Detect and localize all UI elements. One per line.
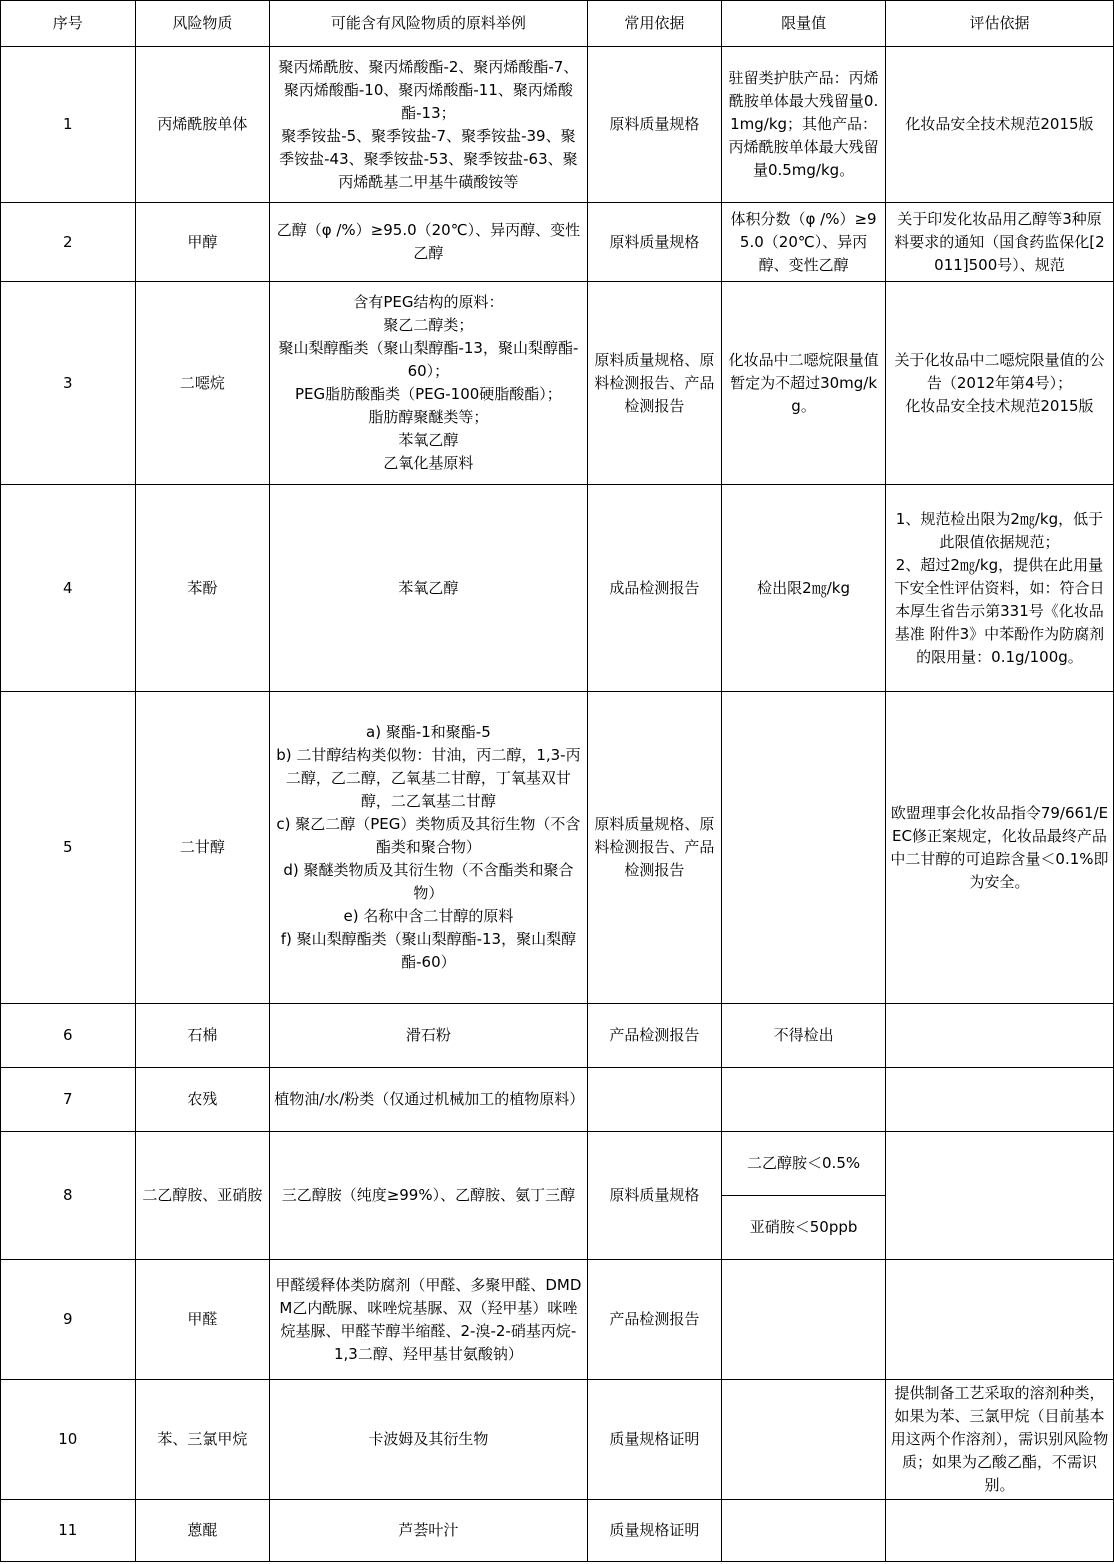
cell-materials: 芦荟叶汁 xyxy=(270,1500,587,1562)
cell-basis: 质量规格证明 xyxy=(587,1380,722,1500)
cell-substance: 苯、三氯甲烷 xyxy=(135,1380,270,1500)
cell-materials: 滑石粉 xyxy=(270,1004,587,1068)
table-row xyxy=(1,1004,1114,1068)
header-cell-no: 序号 xyxy=(1,1,136,47)
cell-materials: a) 聚酯-1和聚酯-5 b) 二甘醇结构类似物：甘油，丙二醇，1,3-丙二醇，乙二醇，乙氧基二甘醇，丁氧基双甘醇，二乙氧基二甘醇 c) 聚乙二醇（PEG）类物质及其衍生物（不含酯类和聚合物） d) 聚醚类物质及其衍生物（不含酯类和聚合物） e) 名称中含二甘醇的原料 f) 聚山梨醇酯类（聚山梨醇酯-13，聚山梨醇酯-60） xyxy=(270,692,587,1004)
cell-basis: 产品检测报告 xyxy=(587,1004,722,1068)
cell-substance: 二乙醇胺、亚硝胺 xyxy=(135,1132,270,1260)
cell-assessment xyxy=(885,1500,1113,1562)
header-cell-basis: 常用依据 xyxy=(587,1,722,47)
cell-limit-b: 亚硝胺＜50ppb xyxy=(722,1196,886,1260)
header-cell-assessment: 评估依据 xyxy=(885,1,1113,47)
cell-limit: 检出限2㎎/kg xyxy=(722,485,886,692)
cell-basis: 原料质量规格、原料检测报告、产品检测报告 xyxy=(587,692,722,1004)
cell-basis: 原料质量规格 xyxy=(587,1132,722,1260)
cell-assessment: 欧盟理事会化妆品指令79/661/EEC修正案规定，化妆品最终产品中二甘醇的可追踪含量＜0.1%即为安全。 xyxy=(885,692,1113,1004)
cell-assessment xyxy=(885,1260,1113,1380)
cell-assessment xyxy=(885,1068,1113,1132)
cell-substance: 石棉 xyxy=(135,1004,270,1068)
cell-assessment: 1、规范检出限为2㎎/kg，低于此限值依据规范； 2、超过2㎎/kg，提供在此用量下安全性评估资料，如：符合日本厚生省告示第331号《化妆品基准 附件3》中苯酚作为防腐剂的限用量：0.1g/100g。 xyxy=(885,485,1113,692)
cell-assessment xyxy=(885,1132,1113,1260)
cell-materials: 甲醛缓释体类防腐剂（甲醛、多聚甲醛、DMDM乙内酰脲、咪唑烷基脲、双（羟甲基）咪唑烷基脲、甲醛苄醇半缩醛、2-溴-2-硝基丙烷-1,3二醇、羟甲基甘氨酸钠） xyxy=(270,1260,587,1380)
cell-materials: 植物油/水/粉类（仅通过机械加工的植物原料） xyxy=(270,1068,587,1132)
cell-substance: 甲醛 xyxy=(135,1260,270,1380)
table-row xyxy=(1,1500,1114,1562)
cell-no: 4 xyxy=(1,485,136,692)
cell-substance: 农残 xyxy=(135,1068,270,1132)
table-row xyxy=(1,1068,1114,1132)
header-cell-substance: 风险物质 xyxy=(135,1,270,47)
cell-materials: 聚丙烯酰胺、聚丙烯酸酯-2、聚丙烯酸酯-7、聚丙烯酸酯-10、聚丙烯酸酯-11、聚丙烯酸酯-13； 聚季铵盐-5、聚季铵盐-7、聚季铵盐-39、聚季铵盐-43、聚季铵盐-53、聚季铵盐-63、聚丙烯酰基二甲基牛磺酸铵等 xyxy=(270,47,587,203)
cell-basis: 原料质量规格、原料检测报告、产品检测报告 xyxy=(587,282,722,485)
cell-assessment: 提供制备工艺采取的溶剂种类，如果为苯、三氯甲烷（目前基本用这两个作溶剂），需识别风险物质；如果为乙酸乙酯，不需识别。 xyxy=(885,1380,1113,1500)
cell-limit: 不得检出 xyxy=(722,1004,886,1068)
cell-basis xyxy=(587,1068,722,1132)
cell-limit xyxy=(722,1380,886,1500)
cell-limit xyxy=(722,1260,886,1380)
table-row xyxy=(1,282,1114,485)
table-row xyxy=(1,1380,1114,1500)
cell-limit xyxy=(722,1068,886,1132)
cell-limit-a: 二乙醇胺＜0.5% xyxy=(722,1132,886,1196)
cell-materials: 三乙醇胺（纯度≥99%）、乙醇胺、氨丁三醇 xyxy=(270,1132,587,1260)
header-row xyxy=(1,1,1114,47)
cell-materials: 苯氧乙醇 xyxy=(270,485,587,692)
cell-substance: 苯酚 xyxy=(135,485,270,692)
table-row xyxy=(1,1132,1114,1196)
cell-assessment xyxy=(885,1004,1113,1068)
cell-substance: 蒽醌 xyxy=(135,1500,270,1562)
cell-substance: 二噁烷 xyxy=(135,282,270,485)
cell-no: 10 xyxy=(1,1380,136,1500)
cell-no: 6 xyxy=(1,1004,136,1068)
cell-no: 2 xyxy=(1,203,136,282)
cell-limit: 化妆品中二噁烷限量值暂定为不超过30mg/kg。 xyxy=(722,282,886,485)
cell-assessment: 关于印发化妆品用乙醇等3种原料要求的通知（国食药监保化[2011]500号）、规范 xyxy=(885,203,1113,282)
cell-no: 5 xyxy=(1,692,136,1004)
cell-limit xyxy=(722,692,886,1004)
cell-basis: 产品检测报告 xyxy=(587,1260,722,1380)
cell-no: 8 xyxy=(1,1132,136,1260)
cell-assessment: 关于化妆品中二噁烷限量值的公告（2012年第4号）； 化妆品安全技术规范2015版 xyxy=(885,282,1113,485)
cell-substance: 二甘醇 xyxy=(135,692,270,1004)
cell-no: 11 xyxy=(1,1500,136,1562)
cell-no: 1 xyxy=(1,47,136,203)
table-row xyxy=(1,47,1114,203)
cell-no: 7 xyxy=(1,1068,136,1132)
cell-basis: 成品检测报告 xyxy=(587,485,722,692)
cell-basis: 质量规格证明 xyxy=(587,1500,722,1562)
header-cell-materials: 可能含有风险物质的原料举例 xyxy=(270,1,587,47)
cell-limit xyxy=(722,1500,886,1562)
cell-basis: 原料质量规格 xyxy=(587,47,722,203)
cell-materials: 卡波姆及其衍生物 xyxy=(270,1380,587,1500)
cell-basis: 原料质量规格 xyxy=(587,203,722,282)
cell-assessment: 化妆品安全技术规范2015版 xyxy=(885,47,1113,203)
cell-no: 9 xyxy=(1,1260,136,1380)
table-row xyxy=(1,485,1114,692)
table-row xyxy=(1,203,1114,282)
cell-limit: 体积分数（φ /%）≥95.0（20℃）、异丙醇、变性乙醇 xyxy=(722,203,886,282)
cell-substance: 丙烯酰胺单体 xyxy=(135,47,270,203)
cell-no: 3 xyxy=(1,282,136,485)
cell-materials: 含有PEG结构的原料： 聚乙二醇类； 聚山梨醇酯类（聚山梨醇酯-13，聚山梨醇酯-60）； PEG脂肪酸酯类（PEG-100硬脂酸酯）； 脂肪醇聚醚类等； 苯氧乙醇 乙氧化基原料 xyxy=(270,282,587,485)
cell-limit: 驻留类护肤产品：丙烯酰胺单体最大残留量0.1mg/kg；其他产品：丙烯酰胺单体最大残留量0.5mg/kg。 xyxy=(722,47,886,203)
table-row xyxy=(1,1260,1114,1380)
table-row xyxy=(1,692,1114,1004)
header-cell-limit: 限量值 xyxy=(722,1,886,47)
cell-substance: 甲醇 xyxy=(135,203,270,282)
cell-materials: 乙醇（φ /%）≥95.0（20℃）、异丙醇、变性乙醇 xyxy=(270,203,587,282)
